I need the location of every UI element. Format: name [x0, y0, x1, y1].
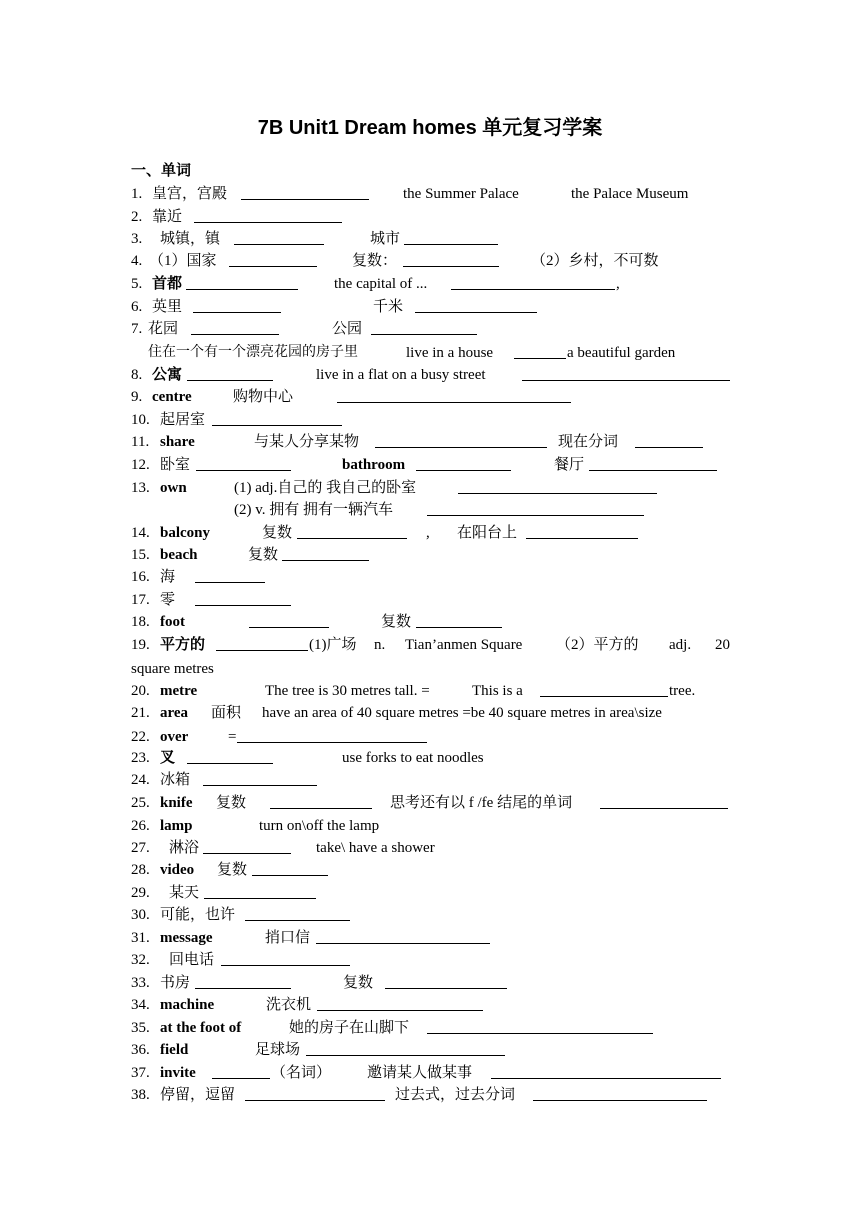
item-number: 17. — [131, 592, 150, 608]
item-cn: 捎口信 — [265, 930, 311, 946]
item-noun: （名词） — [271, 1065, 332, 1081]
item-cn: 首都 — [152, 276, 183, 292]
item-number: 36. — [131, 1042, 150, 1058]
item-en: area — [160, 705, 189, 721]
item-number: 24. — [131, 772, 150, 788]
answer-blank[interactable] — [297, 522, 407, 546]
item-cn: 卧室 — [160, 457, 191, 473]
answer-blank[interactable] — [234, 228, 324, 252]
answer-blank[interactable] — [212, 409, 342, 433]
item-cn: 回电话 — [169, 952, 215, 968]
item-cn: 花园 — [148, 321, 179, 337]
item-en: machine — [160, 997, 215, 1013]
item-example: take\ have a shower — [316, 840, 435, 856]
answer-blank[interactable] — [403, 250, 499, 274]
answer-blank[interactable] — [306, 1039, 505, 1063]
item-cn: 在阳台上 — [457, 525, 518, 541]
answer-blank[interactable] — [229, 250, 317, 274]
item-plural: 复数 — [217, 862, 248, 878]
item-cn: (2) v. 拥有 拥有一辆汽车 — [234, 502, 394, 518]
item-number: 2. — [131, 209, 143, 225]
answer-blank[interactable] — [385, 972, 507, 996]
answer-blank[interactable] — [416, 454, 511, 478]
item-cn: 靠近 — [152, 209, 183, 225]
item-cn: 现在分词 — [558, 434, 619, 450]
answer-blank[interactable] — [196, 454, 291, 478]
item-example: use forks to eat noodles — [342, 750, 484, 766]
item-number: 31. — [131, 930, 150, 946]
page-title: 7B Unit1 Dream homes 单元复习学案 — [257, 117, 603, 139]
item-en: share — [160, 434, 195, 450]
item-number: 14. — [131, 525, 150, 541]
answer-blank[interactable] — [514, 342, 566, 366]
item-number: 27. — [131, 840, 150, 856]
answer-blank[interactable] — [191, 318, 279, 342]
section-heading-text: 一、单词 — [131, 163, 192, 179]
item-example: The tree is 30 metres tall. = — [265, 683, 430, 699]
item-en: beach — [160, 547, 198, 563]
item-cn: (1)广场 — [309, 637, 357, 653]
answer-blank[interactable] — [317, 994, 483, 1018]
item-cn: 公寓 — [152, 367, 183, 383]
item-en: lamp — [160, 818, 193, 834]
item-number: 16. — [131, 569, 150, 585]
item-cn: 零 — [160, 592, 176, 608]
item-number: 10. — [131, 412, 150, 428]
answer-blank[interactable] — [252, 859, 328, 883]
section-heading — [131, 160, 191, 182]
item-number: 19. — [131, 637, 150, 653]
item-cn: 英里 — [152, 299, 183, 315]
answer-blank[interactable] — [635, 431, 703, 455]
item-cn: 千米 — [373, 299, 404, 315]
item-plural: 复数 — [262, 525, 293, 541]
item-number: 7. — [131, 321, 143, 337]
item-cn: 可能，也许 — [160, 907, 236, 923]
answer-blank[interactable] — [540, 680, 668, 704]
answer-blank[interactable] — [316, 927, 490, 951]
item-en: foot — [160, 614, 185, 630]
item-number: 23. — [131, 750, 150, 766]
answer-blank[interactable] — [337, 386, 571, 410]
answer-blank[interactable] — [270, 792, 372, 816]
item-cn: 公园 — [332, 321, 363, 337]
answer-blank[interactable] — [195, 566, 265, 590]
item-number: 1. — [131, 186, 143, 202]
item-cn: 叉 — [160, 750, 176, 766]
answer-blank[interactable] — [427, 1017, 653, 1041]
item-cn: 城市 — [370, 231, 401, 247]
answer-blank[interactable] — [458, 477, 657, 501]
answer-blank[interactable] — [589, 454, 717, 478]
item-example: square metres — [131, 661, 214, 677]
item-cn: (1) adj.自己的 我自己的卧室 — [234, 480, 417, 496]
item-number: 34. — [131, 997, 150, 1013]
item-cn: 足球场 — [255, 1042, 301, 1058]
item-cn: 海 — [160, 569, 176, 585]
item-plural: 复数 — [216, 795, 247, 811]
item-cn: 冰箱 — [160, 772, 191, 788]
item-comma: , — [426, 525, 430, 541]
item-en: balcony — [160, 525, 211, 541]
answer-blank[interactable] — [195, 972, 291, 996]
item-number: 13. — [131, 480, 150, 496]
item-number: 21. — [131, 705, 150, 721]
item-number: 22. — [131, 729, 150, 745]
item-en: knife — [160, 795, 193, 811]
answer-blank[interactable] — [204, 882, 316, 906]
item-cn: （2）平方的 — [556, 637, 639, 653]
item-cn: 她的房子在山脚下 — [289, 1020, 410, 1036]
item-number: 28. — [131, 862, 150, 878]
item-en: metre — [160, 683, 198, 699]
item-cn: 某天 — [169, 885, 200, 901]
item-plural: 复数 — [248, 547, 279, 563]
answer-blank[interactable] — [194, 206, 342, 230]
item-example: a beautiful garden — [567, 345, 676, 361]
item-example: This is a — [472, 683, 523, 699]
item-cn: 住在一个有一个漂亮花园的房子里 — [148, 345, 358, 360]
answer-blank[interactable] — [212, 1062, 270, 1086]
item-cn: 洗衣机 — [266, 997, 312, 1013]
item-eq: = — [228, 729, 237, 745]
answer-blank[interactable] — [195, 589, 291, 613]
item-plural: 复数 — [343, 975, 374, 991]
answer-blank[interactable] — [282, 544, 369, 568]
item-cn: 与某人分享某物 — [254, 434, 360, 450]
item-cn: 邀请某人做某事 — [367, 1065, 473, 1081]
answer-blank[interactable] — [216, 634, 308, 658]
item-cn: 城镇，镇 — [160, 231, 221, 247]
item-number: 6. — [131, 299, 143, 315]
item-cn: 餐厅 — [554, 457, 585, 473]
answer-blank[interactable] — [203, 837, 291, 861]
item-number: 25. — [131, 795, 150, 811]
answer-blank[interactable] — [203, 769, 317, 793]
item-en: over — [160, 729, 189, 745]
item-example: tree. — [669, 683, 696, 699]
item-plural: 复数： — [352, 253, 398, 269]
item-en: own — [160, 480, 187, 496]
answer-blank[interactable] — [522, 364, 730, 388]
answer-blank[interactable] — [375, 431, 547, 455]
answer-blank[interactable] — [241, 183, 369, 207]
item-cn: 面积 — [211, 705, 242, 721]
item-number: 8. — [131, 367, 143, 383]
item-cn: 书房 — [160, 975, 191, 991]
item-number: 5. — [131, 276, 143, 292]
item-cn: （1）国家 — [149, 253, 217, 269]
item-number: 9. — [131, 389, 143, 405]
item-number: 12. — [131, 457, 150, 473]
item-en: at the foot of — [160, 1020, 242, 1036]
answer-blank[interactable] — [221, 949, 350, 973]
answer-blank[interactable] — [427, 499, 644, 523]
item-example: turn on\off the lamp — [259, 818, 380, 834]
answer-blank[interactable] — [245, 1084, 385, 1108]
item-number: 3. — [131, 231, 143, 247]
item-example: live in a house — [406, 345, 494, 361]
answer-blank[interactable] — [193, 296, 281, 320]
item-en: field — [160, 1042, 189, 1058]
item-number: 29. — [131, 885, 150, 901]
item-number: 20. — [131, 683, 150, 699]
item-cn: 过去式，过去分词 — [395, 1087, 516, 1103]
item-example: the capital of ... — [334, 276, 428, 292]
item-number: 26. — [131, 818, 150, 834]
item-number: 33. — [131, 975, 150, 991]
item-number: 18. — [131, 614, 150, 630]
item-number: 32. — [131, 952, 150, 968]
item-example: live in a flat on a busy street — [316, 367, 486, 383]
item-cn: 皇宫，宫殿 — [152, 186, 228, 202]
item-number-20: 20 — [715, 637, 730, 653]
item-cn: （2）乡村，不可数 — [531, 253, 659, 269]
item-en: message — [160, 930, 213, 946]
item-tail: , — [616, 276, 620, 292]
item-example: the Summer Palace — [403, 186, 519, 202]
item-cn: 停留，逗留 — [160, 1087, 236, 1103]
answer-blank[interactable] — [533, 1084, 707, 1108]
item-example: have an area of 40 square metres =be 40 square metres in area\size — [262, 705, 662, 721]
item-cn: 购物中心 — [233, 389, 294, 405]
answer-blank[interactable] — [186, 273, 298, 297]
item-number: 30. — [131, 907, 150, 923]
answer-blank[interactable] — [245, 904, 350, 928]
item-en: invite — [160, 1065, 196, 1081]
item-cn: 淋浴 — [169, 840, 200, 856]
item-number: 35. — [131, 1020, 150, 1036]
item-example: Tian’anmen Square — [405, 637, 523, 653]
answer-blank[interactable] — [491, 1062, 721, 1086]
answer-blank[interactable] — [404, 228, 498, 252]
item-number: 11. — [131, 434, 150, 450]
item-number: 38. — [131, 1087, 150, 1103]
item-plural: 复数 — [381, 614, 412, 630]
item-cn: 起居室 — [160, 412, 206, 428]
item-number: 4. — [131, 253, 143, 269]
answer-blank[interactable] — [451, 273, 615, 297]
item-pos: n. — [374, 637, 386, 653]
answer-blank[interactable] — [526, 522, 638, 546]
item-en: video — [160, 862, 195, 878]
item-example: the Palace Museum — [571, 186, 689, 202]
item-number: 15. — [131, 547, 150, 563]
answer-blank[interactable] — [416, 611, 502, 635]
item-cn: 平方的 — [160, 637, 206, 653]
answer-blank[interactable] — [187, 747, 273, 771]
answer-blank[interactable] — [415, 296, 537, 320]
answer-blank[interactable] — [187, 364, 273, 388]
item-en: centre — [152, 389, 192, 405]
item-number: 37. — [131, 1065, 150, 1081]
answer-blank[interactable] — [371, 318, 477, 342]
item-en: bathroom — [342, 457, 406, 473]
answer-blank[interactable] — [249, 611, 329, 635]
item-pos: adj. — [669, 637, 692, 653]
item-cn: 思考还有以 f /fe 结尾的单词 — [390, 795, 573, 811]
answer-blank[interactable] — [600, 792, 728, 816]
